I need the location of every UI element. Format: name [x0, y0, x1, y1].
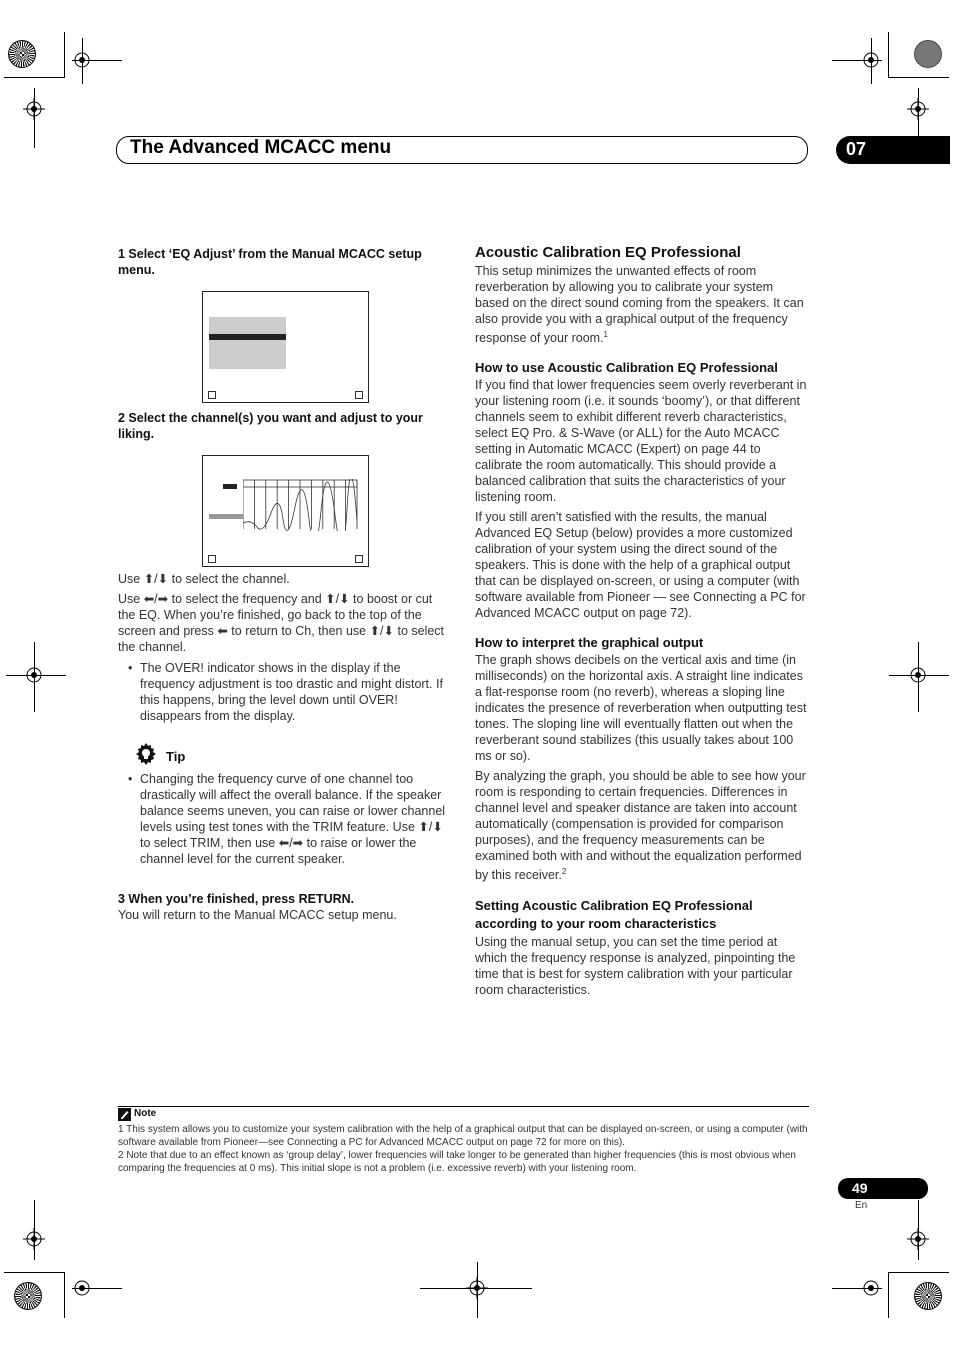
screen-button-icon [208, 391, 216, 399]
section-title: Acoustic Calibration EQ Professional [475, 244, 741, 261]
step-2: 2 Select the channel(s) you want and adjust to your liking. [118, 411, 423, 441]
how-to-use-p2: If you still aren’t satisfied with the results, the manual Advanced EQ Setup (below) provides a more customized calibration of your system using the direct sound of the speakers. This is done with the help of a graphical output that can be displayed on-screen, or using a computer (with software available from Pioneer — see Connecting a PC for Advanced MCACC output on page 72). [475, 510, 806, 621]
osd-screen-menu [202, 291, 369, 403]
tip-bullet: • Changing the frequency curve of one channel too drastically will affect the overall balance. If the speaker balance seems uneven, you can raise or lower channel levels using test tones with the TRIM feature. Use ⬆/⬇ to select TRIM, then use ⬅/➡ to raise or lower the channel level for the current speaker. [128, 771, 453, 871]
use-frequency-text: Use ⬅/➡ to select the frequency and ⬆/⬇ to boost or cut the EQ. When you’re finished, go back to the top of the screen and press ⬅ to return to Ch, then use ⬆/⬇ to select the channel. [118, 592, 445, 654]
step-3: 3 When you’re finished, press RETURN. [118, 892, 355, 906]
interpret-p2: By analyzing the graph, you should be able to see how your room is responding to certain frequencies. Differences in channel level and speaker distance are taken into account automatically (compensation is provided for comparison purposes), and the frequency measurements can be examined both with and without the equalization performed by this receiver.$^2$ [475, 769, 806, 883]
page-title: The Advanced MCACC menu [130, 137, 392, 158]
step-3-text: You will return to the Manual MCACC setup menu. [118, 908, 397, 922]
use-channel-text: Use ⬆/⬇ to select the channel. [118, 572, 290, 586]
screen-button-icon [355, 555, 363, 563]
page-number: 49 [852, 1180, 868, 1196]
language-label: En [855, 1200, 868, 1211]
step-2-block [118, 410, 453, 446]
over-indicator-text: The OVER! indicator shows in the display if the frequency adjustment is too drastic and might distort. If this happens, bring the level down until OVER! disappears from the display. [140, 661, 443, 723]
color-disc-icon [914, 1282, 942, 1310]
chapter-tab [836, 136, 950, 164]
crosshair-icon [71, 49, 93, 71]
screen-button-icon [355, 391, 363, 399]
screen-button-icon [208, 555, 216, 563]
page-number-tab [838, 1178, 928, 1199]
left-column [118, 246, 453, 282]
tip-label: Tip [166, 749, 186, 764]
footnote-2: 2 Note that due to an effect known as ‘group delay’, lower frequencies will take longer to be generated than higher frequencies (this is most obvious when comparing the frequencies at 0 ms). This initial slope is not a problem (i.e. excessive reverb) with your listening room. [118, 1150, 796, 1174]
right-column [475, 245, 809, 1002]
instructions-block [118, 571, 453, 659]
step-3-block [118, 891, 453, 927]
channel-bar [209, 514, 243, 519]
notes-divider [118, 1106, 809, 1107]
color-disc-icon [14, 1282, 42, 1310]
menu-selected-item [209, 334, 286, 340]
crosshair-icon [907, 98, 929, 120]
interpret-title: How to interpret the graphical output [475, 635, 704, 651]
step-1: 1 Select ‘EQ Adjust’ from the Manual MCACC setup menu. [118, 247, 422, 277]
crosshair-icon [23, 98, 45, 120]
color-disc-icon [914, 40, 942, 68]
tip-text: Changing the frequency curve of one channel too drastically will affect the overall balance. If the speaker balance seems uneven, you can raise or lower channel levels using test tones with the TRIM feature. Use ⬆/⬇ to select TRIM, then use ⬅/➡ to raise or lower the channel level for the current speaker. [140, 772, 446, 866]
setting-title: Setting Acoustic Calibration EQ Professional according to your room characteristics [475, 898, 753, 932]
over-bullet: • The OVER! indicator shows in the display if the frequency adjustment is too drastic and might distort. If this happens, bring the level down until OVER! disappears from the display. [128, 660, 453, 728]
menu-list-area [209, 317, 286, 369]
crosshair-icon [860, 49, 882, 71]
how-to-use-title: How to use Acoustic Calibration EQ Professional [475, 360, 778, 376]
tip-lightbulb-icon [134, 742, 158, 766]
eq-graph [243, 479, 359, 531]
interpret-p1: The graph shows decibels on the vertical axis and time (in milliseconds) on the horizontal axis. A straight line indicates a flat-response room (no reverb), whereas a sloping line indicates the presence of reverberation when outputting test tones. The sloping line will eventually flatten out when the reverberant sound stabilizes (this usually takes about 100 ms or so). [475, 653, 807, 764]
note-icon [118, 1108, 131, 1121]
section-intro: This setup minimizes the unwanted effects of room reverberation by allowing you to calibrate your system based on the direct sound coming from the speakers. It can also provide you with a graphical output of the frequency response of your room.$^1$ [475, 264, 804, 346]
channel-indicator [223, 484, 237, 489]
color-disc-icon [8, 40, 36, 68]
how-to-use-p1: If you find that lower frequencies seem overly reverberant in your listening room (i.e. it sounds ‘boomy’), or that different channels seem to exhibit different reverb characteristics, select EQ Pro. & S-Wave (or ALL) for the Auto MCACC setting in Automatic MCACC (Expert) on page 44 to calibrate the room automatically. This should provide a balanced calibration that suits the characteristics of your listening room. [475, 378, 807, 505]
osd-screen-eq [202, 455, 369, 567]
setting-text: Using the manual setup, you can set the time period at which the frequency response is analyzed, pinpointing the time that is best for system calibration with your particular room characteristics. [475, 935, 796, 998]
footnote-1: 1 This system allows you to customize your system calibration with the help of a graphical output that can be displayed on-screen, or using a computer (with software available from Pioneer—see Connecting a PC for Advanced MCACC output on page 72 for more on this). [118, 1124, 808, 1148]
chapter-number: 07 [846, 139, 867, 159]
note-label: Note [134, 1108, 157, 1119]
